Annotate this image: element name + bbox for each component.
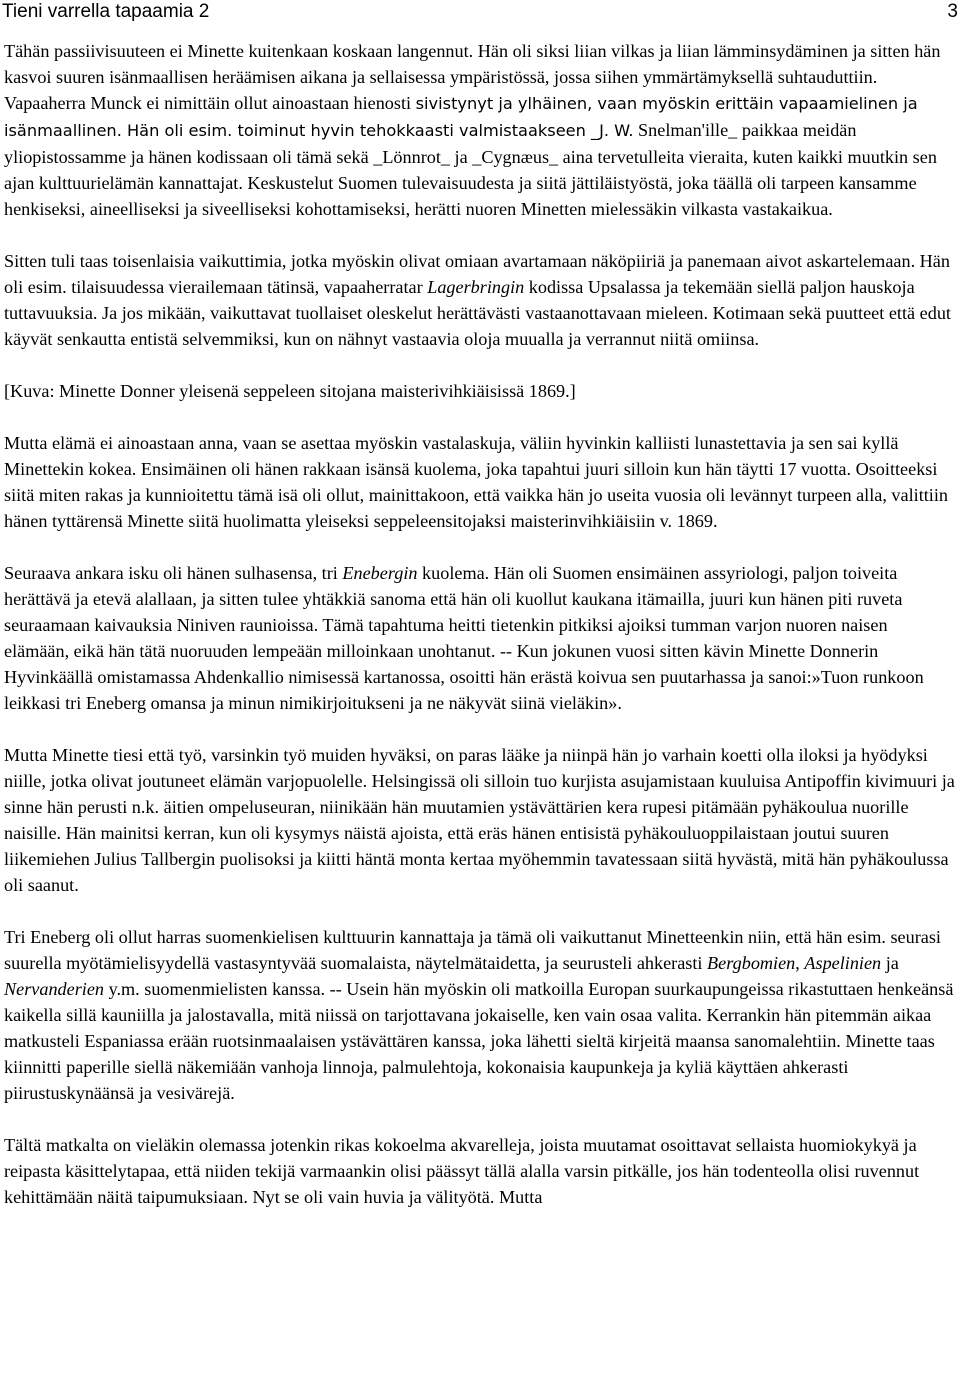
paragraph-5 <box>4 560 956 716</box>
paragraph-1-part-b: sivistynyt ja ylhäinen, vaan myöskin erittäin vapaamielinen ja isänmaallinen. Hän oli esim. toiminut hyvin tehokkaasti valmistaakseen _J. W. <box>4 94 918 140</box>
paragraph-2-part-b: kodissa Upsalassa ja tekemään siellä paljon hauskoja tuttavuuksia. Ja jos mikään, vaikuttavat tuollaiset oleskelut herättävästi vastaanottavaan mieleen. Kotimaan sekä puutteet että edut käyvät senkautta entistä selvemmiksi, kun on nähnyt vastaavia oloja muualla ja verrannut niitä omiinsa. <box>4 277 951 349</box>
paragraph-1 <box>4 38 956 222</box>
paragraph-7 <box>4 924 956 1106</box>
paragraph-5-italic-name: Enebergin <box>342 563 418 583</box>
page-number: 3 <box>947 1 958 22</box>
paragraph-7-part-a: Tri Eneberg oli ollut harras suomenkielisen kulttuurin kannattaja ja tämä oli vaikuttanut Minetteenkin niin, että hän esim. seurasi suurella myötämielisyydellä vastasyntyvää suomalaista, näytelmätaidetta, ja seurusteli ahkerasti <box>4 927 941 973</box>
paragraph-2-italic-name: Lagerbringin <box>427 277 525 297</box>
paragraph-2 <box>4 248 956 352</box>
paragraph-6: Mutta Minette tiesi että työ, varsinkin työ muiden hyväksi, on paras lääke ja niinpä hän jo varhain koetti olla iloksi ja hyödyksi niille, jotka olivat joutuneet elämän varjopuolelle. Helsingissä oli silloin tuo kurjista asujamistaan kuuluisa Antipoffin kivimuuri ja sinne hän perusti n.k. äitien ompeluseuran, niinikään hän muutamien ystävättärien kera rupesi pitämään pyhäkoulua nuorille naisille. Hän mainitsi kerran, kun oli kysymys näistä ajoista, että eräs hänen entisistä pyhäkouluoppilaistaan joutui suuren liikemiehen Julius Tallbergin puolisoksi ja kiitti häntä monta kertaa myöhemmin tavatessaan siitä hyvästä, mitä hän pyhäkoulussa oli saanut. <box>4 745 955 895</box>
document-body <box>4 38 956 1236</box>
paragraph-7-italic-bergbomien: Bergbomien <box>707 953 796 973</box>
paragraph-2-part-a: Sitten tuli taas toisenlaisia vaikuttimia, jotka myöskin olivat omiaan avartamaan näköpiiriä ja panemaan aivot askartelemaan. Hän oli esim. tilaisuudessa vierailemaan tätinsä, vapaaherratar <box>4 251 950 297</box>
paragraph-1-part-c: Snelman'ille_ paikkaa meidän yliopistossamme ja hänen kodissaan oli tämä sekä _Lönnrot_ ja _Cygnæus_ aina tervetulleita vieraita, kuten kaikki muutkin sen ajan kulttuurielämän kannattajat. Keskustelut Suomen tulevaisuudesta ja siitä jättiläistyöstä, joka täällä oli tarpeen kansamme henkiseksi, aineelliseksi ja siveelliseksi kohottamiseksi, herätti nuoren Minetten mielessäkin vilkasta vastakaikua. <box>4 120 937 219</box>
paragraph-7-italic-nervanderien: Nervanderien <box>4 979 105 999</box>
paragraph-8: Tältä matkalta on vieläkin olemassa jotenkin rikas kokoelma akvarelleja, joista muutamat osoittavat sellaista huomiokykyä ja reipasta käsittelytapaa, että niiden tekijä varmaankin olisi päässyt tällä alalla varsin pitkälle, jos hän todenteolla olisi ruvennut kehittämään näitä taipumuksiaan. Nyt se oli vain huvia ja välityötä. Mutta <box>4 1135 920 1207</box>
paragraph-5-part-a: Seuraava ankara isku oli hänen sulhasensa, tri <box>4 563 343 583</box>
paragraph-7-sep-2: ja <box>881 953 899 973</box>
paragraph-7-sep-1: , <box>795 953 805 973</box>
paragraph-4: Mutta elämä ei ainoastaan anna, vaan se asettaa myöskin vastalaskuja, väliin hyvinkin kalliisti lunastettavia ja sen sai kyllä Minettekin kokea. Ensimäinen oli hänen rakkaan isänsä kuolema, joka tapahtui juuri silloin kun hän täytti 17 vuotta. Osoitteeksi siitä miten rakas ja kunnioitettu tämä isä oli ollut, mainittakoon, että vaikka hän jo useita vuosia oli levännyt turpeen alla, valittiin hänen tyttärensä Minette siitä huolimatta yleiseksi seppeleensitojaksi maisterinvihkiäisiin v. 1869. <box>4 433 949 531</box>
running-title: Tieni varrella tapaamia 2 <box>2 1 210 22</box>
page-header <box>0 0 960 28</box>
paragraph-7-part-b: y.m. suomenmielisten kanssa. -- Usein hän myöskin oli matkoilla Europan suurkaupungeissa rikastuttaen henkeänsä kaikella sillä kauniilla ja jalostavalla, mitä niissä on tarjottavana jokaiselle, ken vain osaa valita. Kerrankin hän pitemmän aikaa matkusteli Espaniassa erään ruotsinmaalaisen ystävättären kanssa, joka lähetti sieltä kirjeitä maansa sanomalehtiin. Minette taas kiinnitti paperille siellä näkemiään vanhoja linnoja, palmulehtoja, kokonaisia kaupunkeja ja kyliä käyttäen ahkerasti piirustuskynäänsä ja vesivärejä. <box>4 979 954 1103</box>
paragraph-7-italic-aspelinien: Aspelinien <box>804 953 882 973</box>
paragraph-1-part-a: Tähän passiivisuuteen ei Minette kuitenkaan koskaan langennut. Hän oli siksi liian vilkas ja liian lämminsydäminen ja sitten hän kasvoi suuren isänmaallisen heräämisen aikana ja sellaisessa ympäristössä, jossa siihen ymmärtämyksellä suhtauduttiin. Vapaaherra Munck ei nimittäin ollut ainoastaan hienosti <box>4 41 941 113</box>
image-caption: [Kuva: Minette Donner yleisenä seppeleen sitojana maisterivihkiäisissä 1869.] <box>4 381 576 401</box>
paragraph-5-part-b: kuolema. Hän oli Suomen ensimäinen assyriologi, paljon toiveita herättävä ja etevä alallaan, ja sitten tulee yhtäkkiä sanoma että hän oli kuollut kaukana itämailla, juuri kun hänen piti ruveta seuraamaan kaivauksia Niniven raunioissa. Tämä tapahtuma heitti tietenkin pitkiksi ajoiksi tumman varjon nuoren naisen elämään, eikä hän tätä nuoruuden lempeään milloinkaan unohtanut. -- Kun jokunen vuosi sitten kävin Minette Donnerin Hyvinkäällä omistamassa Ahdenkallio nimisessä kartanossa, osoitti hän erästä koivua sen puutarhassa ja sanoi:»Tuon runkoon leikkasi tri Eneberg omansa ja minun nimikirjoitukseni ja ne näkyvät siinä vieläkin». <box>4 563 924 713</box>
